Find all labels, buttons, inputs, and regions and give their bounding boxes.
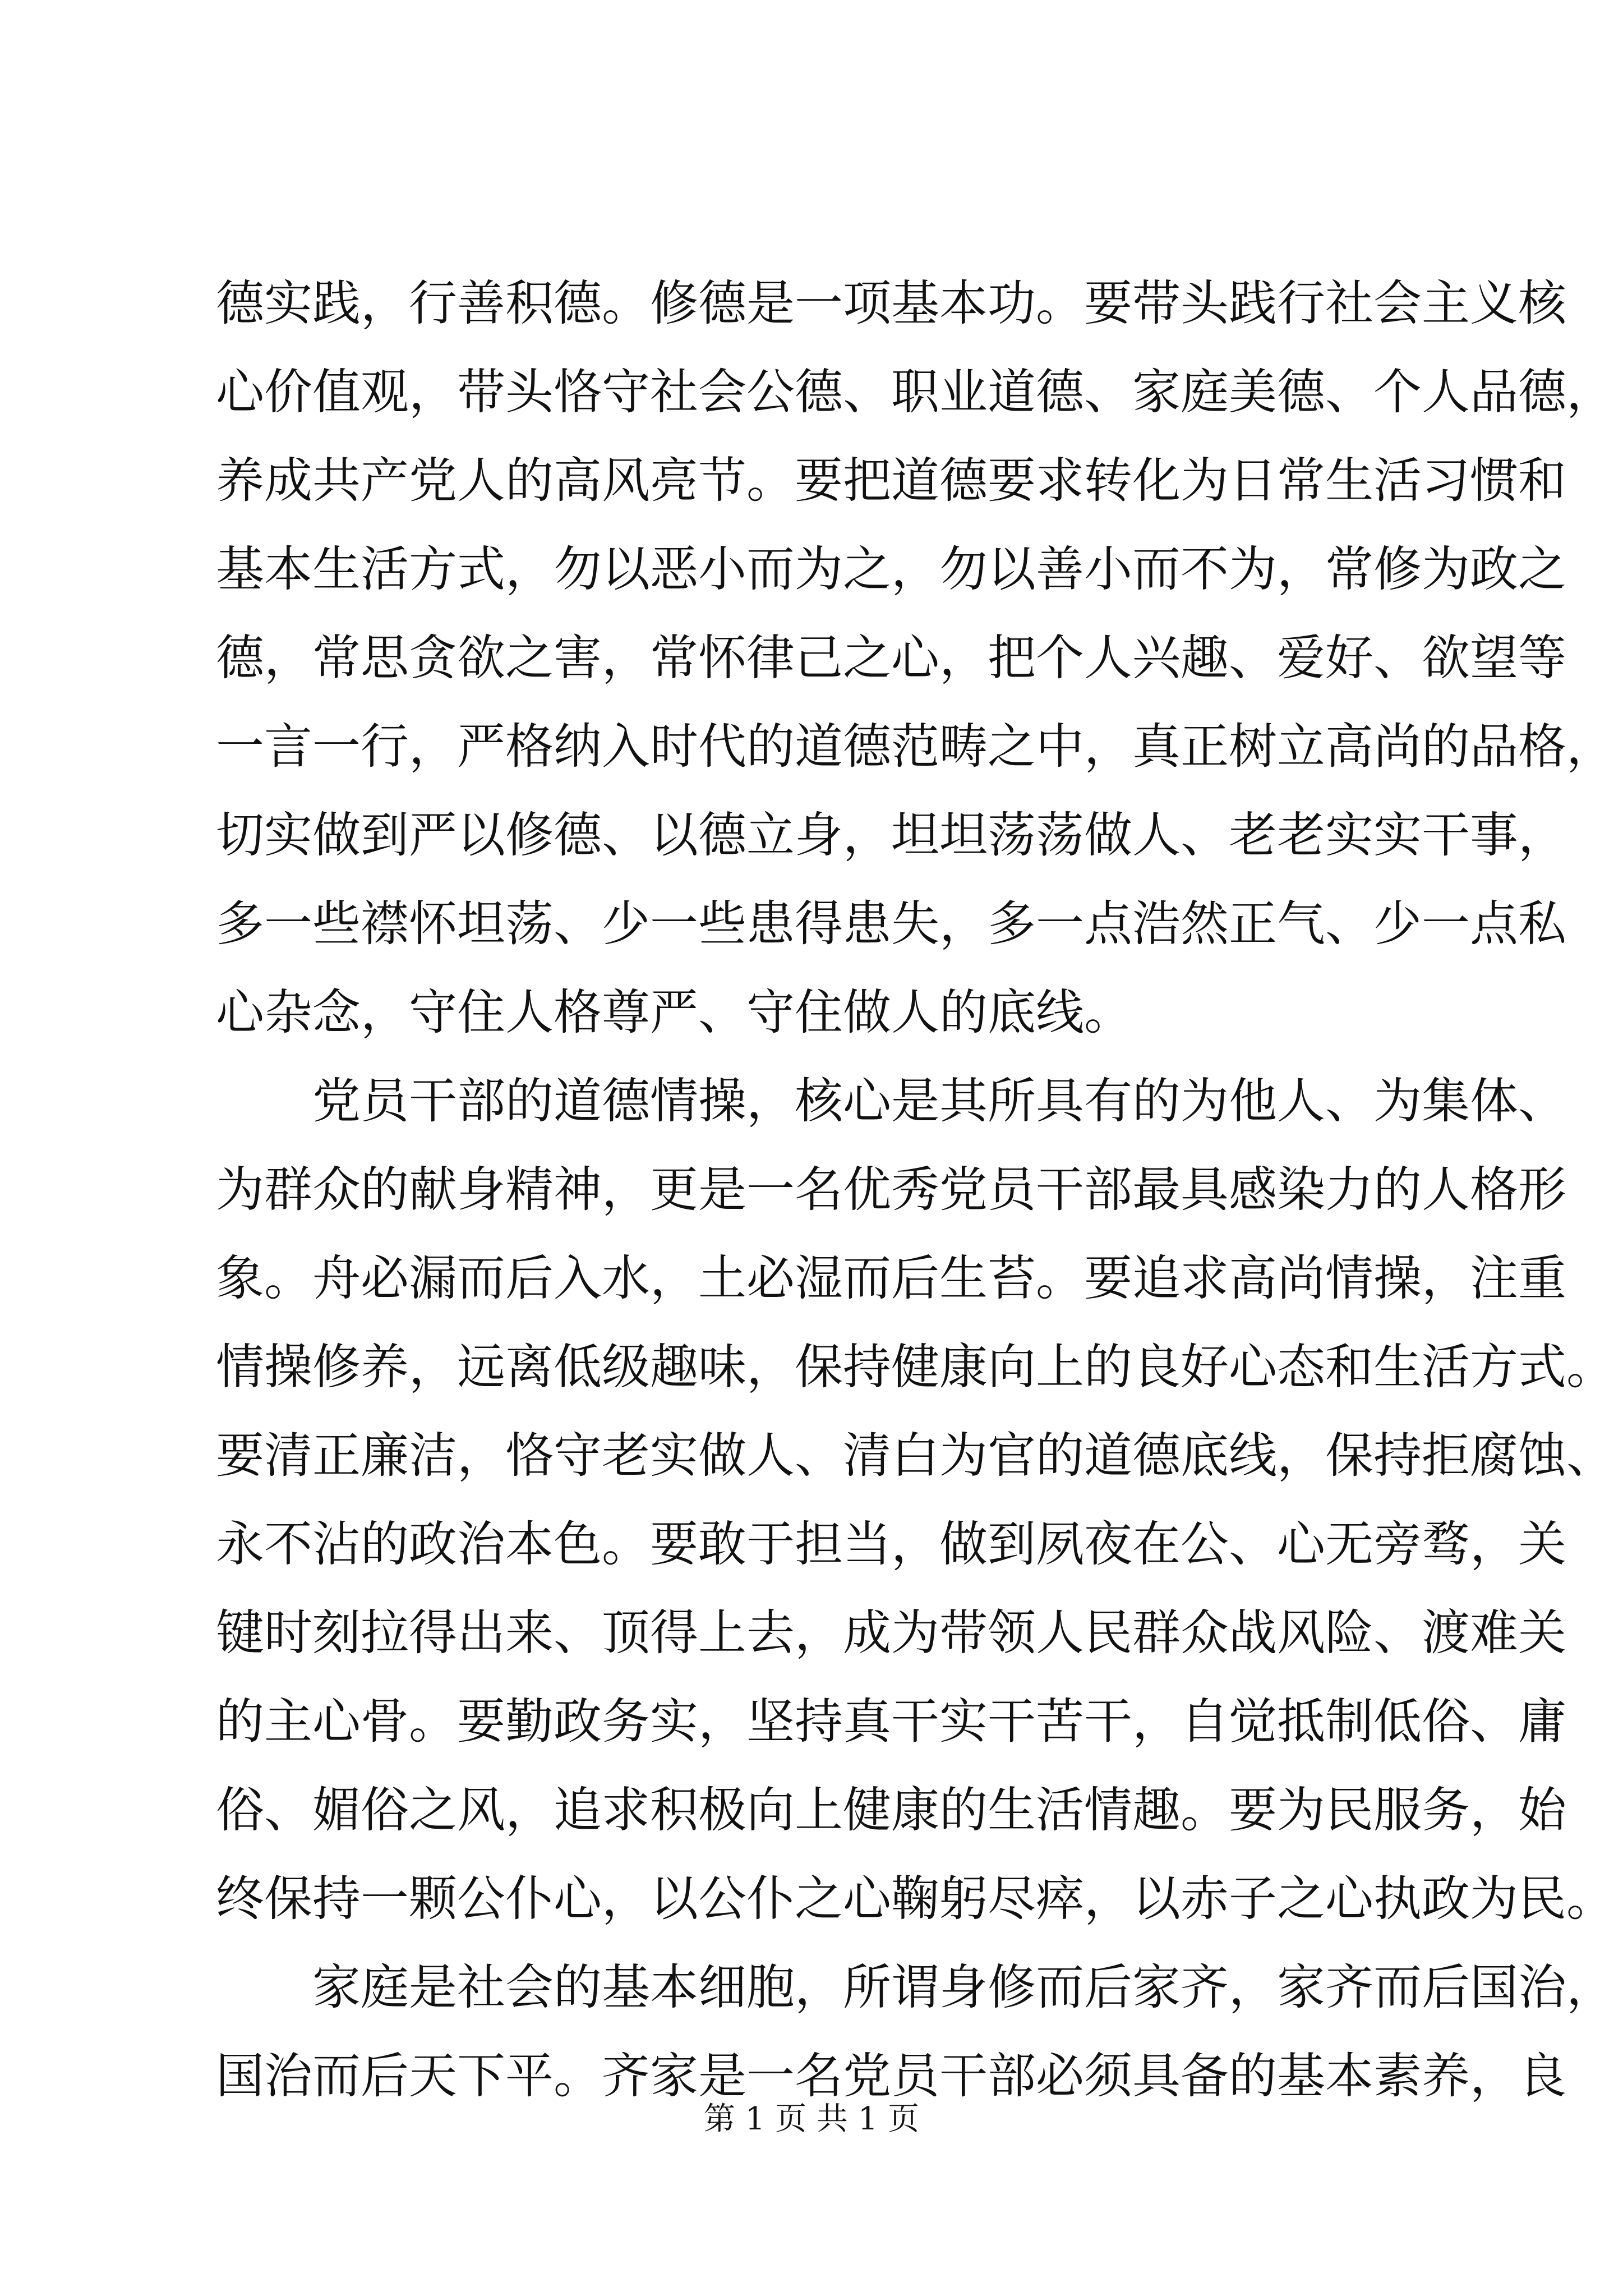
text-line: 永不沾的政治本色。要敢于担当，做到夙夜在公、心无旁骛，关 bbox=[216, 1516, 1566, 1572]
text-line: 基本生活方式，勿以恶小而为之，勿以善小而不为，常修为政之 bbox=[216, 541, 1566, 597]
text-line: 一言一行，严格纳入时代的道德范畴之中，真正树立高尚的品格， bbox=[216, 719, 1615, 775]
text-line: 心价值观，带头恪守社会公德、职业道德、家庭美德、个人品德， bbox=[216, 364, 1615, 420]
text-line: 键时刻拉得出来、顶得上去，成为带领人民群众战风险、渡难关 bbox=[216, 1605, 1566, 1661]
text-line: 多一些襟怀坦荡、少一些患得患失，多一点浩然正气、少一点私 bbox=[216, 896, 1566, 952]
text-line: 德实践，行善积德。修德是一项基本功。要带头践行社会主义核 bbox=[216, 275, 1566, 332]
paragraph-first-line: 家庭是社会的基本细胞，所谓身修而后家齐，家齐而后国治， bbox=[312, 1959, 1615, 2016]
text-line: 国治而后天下平。齐家是一名党员干部必须具备的基本素养，良 bbox=[216, 2048, 1566, 2104]
text-line: 切实做到严以修德、以德立身，坦坦荡荡做人、老老实实干事， bbox=[216, 807, 1566, 863]
text-line: 情操修养，远离低级趣味，保持健康向上的良好心态和生活方式。 bbox=[216, 1339, 1615, 1395]
text-line: 要清正廉洁，恪守老实做人、清白为官的道德底线，保持拒腐蚀、 bbox=[216, 1428, 1615, 1484]
text-line: 德，常思贪欲之害，常怀律己之心，把个人兴趣、爱好、欲望等 bbox=[216, 630, 1566, 686]
text-line: 养成共产党人的高风亮节。要把道德要求转化为日常生活习惯和 bbox=[216, 453, 1566, 509]
text-line: 心杂念，守住人格尊严、守住做人的底线。 bbox=[216, 984, 1132, 1041]
page-footer: 第 1 页 共 1 页 bbox=[703, 2101, 920, 2137]
document-body bbox=[216, 259, 1615, 2120]
paragraph-first-line: 党员干部的道德情操，核心是其所具有的为他人、为集体、 bbox=[312, 1073, 1566, 1129]
text-line: 的主心骨。要勤政务实，坚持真干实干苦干，自觉抵制低俗、庸 bbox=[216, 1694, 1566, 1750]
text-line: 俗、媚俗之风，追求积极向上健康的生活情趣。要为民服务，始 bbox=[216, 1782, 1566, 1838]
text-line: 为群众的献身精神，更是一名优秀党员干部最具感染力的人格形 bbox=[216, 1162, 1566, 1218]
text-line: 象。舟必漏而后入水，土必湿而后生苔。要追求高尚情操，注重 bbox=[216, 1250, 1566, 1306]
text-line: 终保持一颗公仆心，以公仆之心鞠躬尽瘁，以赤子之心执政为民。 bbox=[216, 1871, 1615, 1927]
